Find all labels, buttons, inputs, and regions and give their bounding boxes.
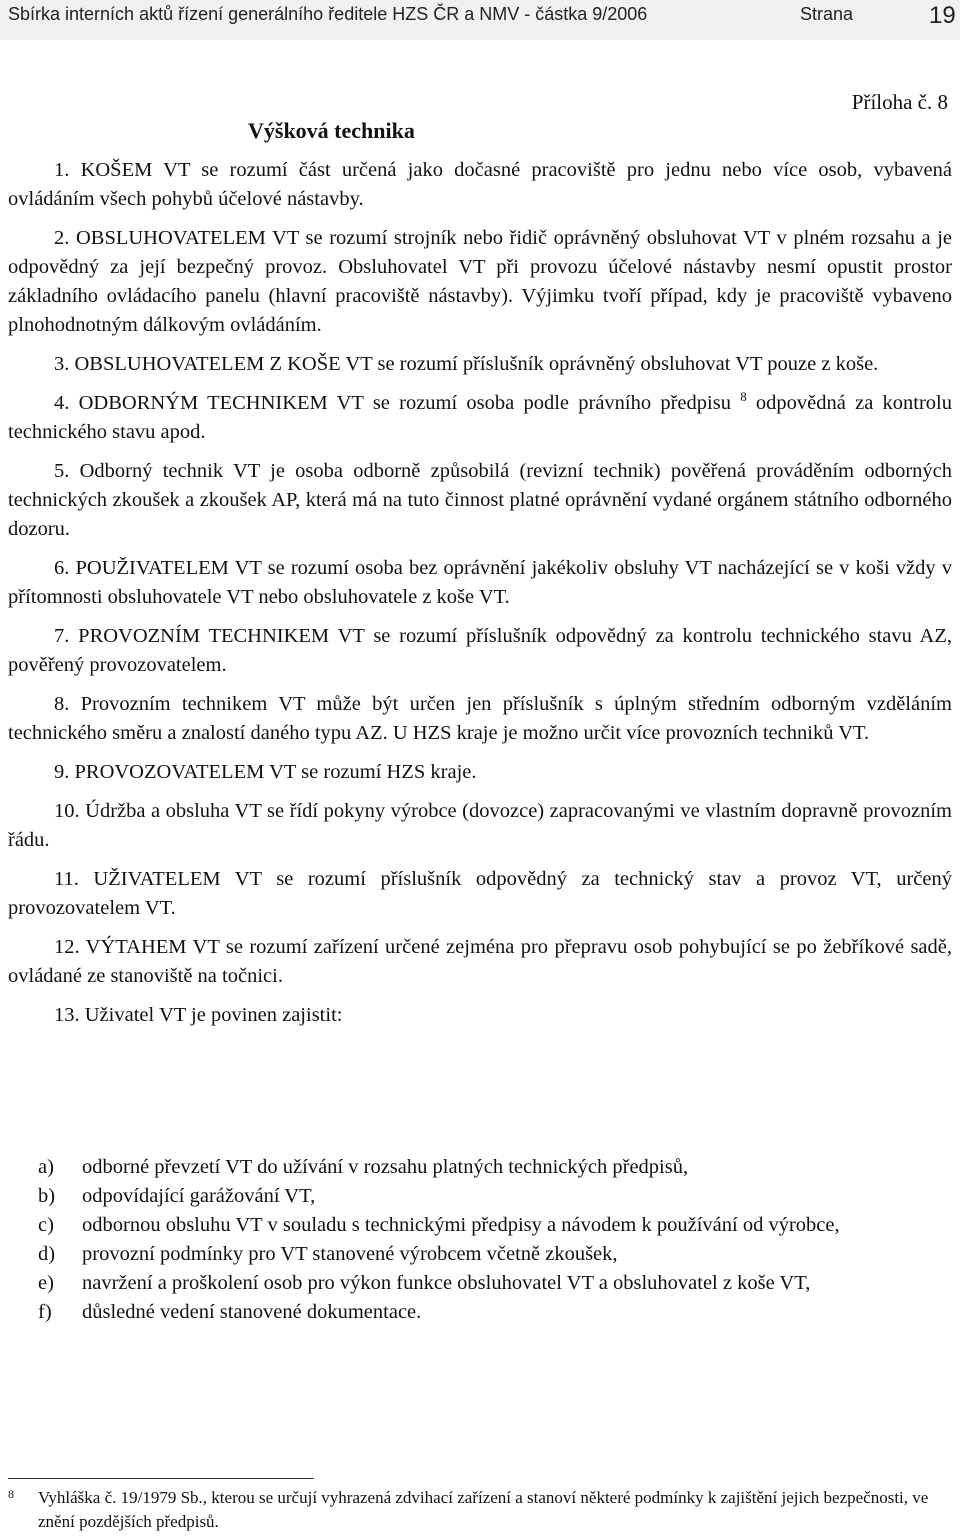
paragraph-number: 9. <box>54 761 70 783</box>
list-item <box>8 1269 952 1298</box>
list-item <box>8 1153 952 1182</box>
list-item-text: navržení a proškolení osob pro výkon funkce obsluhovatel VT a obsluhovatel z koše VT, <box>82 1272 811 1294</box>
footnote <box>8 1486 952 1534</box>
list-item <box>8 1211 952 1240</box>
paragraph-text: Odborný technik VT je osoba odborně způsobilá (revizní technik) pověřená prováděním odborných technických zkoušek a zkoušek AP, která má na tuto činnost platné oprávnění vydané orgánem státního odborného dozoru. <box>8 460 953 540</box>
paragraph-number: 2. <box>54 227 70 249</box>
paragraph <box>8 156 952 214</box>
paragraph <box>8 224 952 340</box>
paragraph-number: 10. <box>54 800 80 822</box>
paragraph-number: 6. <box>54 557 70 579</box>
list-item-text: důsledné vedení stanovené dokumentace. <box>82 1301 422 1323</box>
paragraph-text: OBSLUHOVATELEM Z KOŠE VT se rozumí příslušník oprávněný obsluhovat VT pouze z koše. <box>74 353 879 375</box>
obligations-list <box>8 1153 952 1327</box>
paragraph-text: POUŽIVATELEM VT se rozumí osoba bez oprávnění jakékoliv obsluhy VT nacházející se v koši vždy v přítomnosti obsluhovatele VT nebo obsluhovatele z koše VT. <box>8 557 952 608</box>
list-item <box>8 1298 952 1327</box>
paragraph <box>8 457 952 544</box>
attachment-label: Příloha č. 8 <box>851 90 948 114</box>
paragraph <box>8 797 952 855</box>
paragraph-text: Údržba a obsluha VT se řídí pokyny výrobce (dovozce) zapracovanými ve vlastním dopravně provozním řádu. <box>8 800 952 851</box>
footnote-separator <box>8 1478 314 1479</box>
list-item <box>8 1182 952 1211</box>
paragraph-text: KOŠEM VT se rozumí část určená jako dočasné pracoviště pro jednu nebo více osob, vybavená ovládáním všech pohybů účelové nástavby. <box>8 159 952 210</box>
list-item-text: odpovídající garážování VT, <box>82 1185 316 1207</box>
paragraph-number: 5. <box>54 460 70 482</box>
paragraph-text: OBSLUHOVATELEM VT se rozumí strojník nebo řidič oprávněný obsluhovat VT v plném rozsahu a je odpovědný za její bezpečný provoz. Obsluhovatel VT při provozu účelové nástavby nesmí opustit prostor základního ovládacího panelu (hlavní pracoviště nástavby). Výjimku tvoří případ, kdy je pracoviště vybaveno plnohodnotným dálkovým ovládáním. <box>8 227 953 336</box>
list-item-letter: c) <box>38 1214 54 1236</box>
paragraph <box>8 350 952 379</box>
paragraph-number: 4. <box>54 392 70 414</box>
paragraph <box>8 865 952 923</box>
paragraph-text: PROVOZOVATELEM VT se rozumí HZS kraje. <box>74 761 477 783</box>
header-page-number: 19 <box>929 2 956 29</box>
list-item-text: odbornou obsluhu VT v souladu s technickými předpisy a návodem k používání od výrobce, <box>82 1214 840 1236</box>
paragraph-number: 12. <box>54 936 80 958</box>
paragraph-number: 13. <box>54 1004 80 1026</box>
header-title: Sbírka interních aktů řízení generálního ředitele HZS ČR a NMV - částka 9/2006 <box>8 4 648 24</box>
footnote-mark: 8 <box>8 1487 14 1501</box>
list-item-letter: a) <box>38 1156 54 1178</box>
paragraph-text: Provozním technikem VT může být určen jen příslušník s úplným středním odborným vzděláním technického směru a znalostí daného typu AZ. U HZS kraje je možno určit více provozních techniků VT. <box>8 693 952 744</box>
paragraph <box>8 933 952 991</box>
footnote-reference: 8 <box>740 389 747 405</box>
list-item-letter: b) <box>38 1185 56 1207</box>
paragraph <box>8 758 952 787</box>
paragraph-text: Uživatel VT je povinen zajistit: <box>84 1004 343 1026</box>
paragraph <box>8 1001 952 1030</box>
paragraph-text: PROVOZNÍM TECHNIKEM VT se rozumí příslušník odpovědný za kontrolu technického stavu AZ, pověřený provozovatelem. <box>8 625 953 676</box>
paragraph-text: ODBORNÝM TECHNIKEM VT se rozumí osoba podle právního předpisu <box>78 392 731 414</box>
list-item-letter: d) <box>38 1243 56 1265</box>
paragraph <box>8 622 952 680</box>
list-item-text: provozní podmínky pro VT stanovené výrobcem včetně zkoušek, <box>82 1243 618 1265</box>
definitions-section <box>8 156 952 1040</box>
document-title: Výšková technika <box>248 118 415 143</box>
paragraph-number: 7. <box>54 625 70 647</box>
page-header <box>0 0 960 40</box>
paragraph-number: 11. <box>54 868 79 890</box>
paragraph-number: 3. <box>54 353 70 375</box>
paragraph-text: UŽIVATELEM VT se rozumí příslušník odpovědný za technický stav a provoz VT, určený provozovatelem VT. <box>8 868 952 919</box>
paragraph-number: 1. <box>54 159 70 181</box>
list-item <box>8 1240 952 1269</box>
paragraph-number: 8. <box>54 693 70 715</box>
list-item-text: odborné převzetí VT do užívání v rozsahu platných technických předpisů, <box>82 1156 689 1178</box>
list-item-letter: f) <box>38 1301 52 1323</box>
paragraph-text: odpovědná za kontrolu technického stavu apod. <box>8 392 952 443</box>
paragraph <box>8 389 952 447</box>
list-item-letter: e) <box>38 1272 54 1294</box>
footnote-text: Vyhláška č. 19/1979 Sb., kterou se určují vyhrazená zdvihací zařízení a stanoví některé podmínky k zajištění jejich bezpečnosti, ve znění pozdějších předpisů. <box>38 1488 929 1531</box>
paragraph <box>8 690 952 748</box>
header-page-label: Strana <box>800 4 854 24</box>
paragraph-text: VÝTAHEM VT se rozumí zařízení určené zejména pro přepravu osob pohybující se po žebříkové sadě, ovládané ze stanoviště na točnici. <box>8 936 952 987</box>
paragraph <box>8 554 952 612</box>
